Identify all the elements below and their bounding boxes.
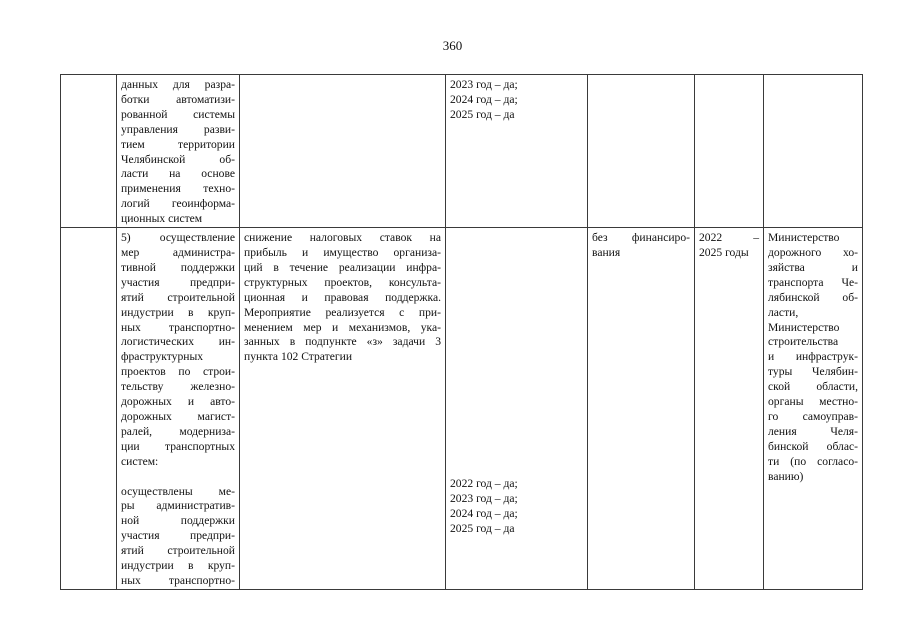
text-line: фраструктурных [121, 350, 204, 364]
text-line: ской области, [768, 380, 858, 394]
text-line: применения техно- [121, 182, 235, 196]
cell-period [695, 228, 764, 590]
financing-text [592, 231, 690, 261]
cell-financing [588, 75, 695, 228]
text-line: логий геоинформа- [121, 197, 235, 211]
text-line: без финансиро- [592, 231, 690, 245]
text-line: управления разви- [121, 122, 235, 136]
text-line: строительства [768, 335, 839, 349]
cell-index [61, 228, 117, 590]
text-line: ванию) [768, 469, 804, 483]
text-line: тельству железно- [121, 380, 235, 394]
text-line: ных транспортно- [121, 574, 235, 587]
text-line: ятий строительной [121, 544, 235, 558]
description-text [244, 231, 441, 365]
text-line: ти (по согласо- [768, 454, 858, 468]
text-line: 2025 год – да [450, 107, 515, 121]
text-line: Министерство [768, 231, 840, 245]
table-row [61, 228, 863, 590]
text-line: 5) осуществление [121, 231, 235, 245]
text-line: ятий строительной [121, 290, 235, 304]
text-line: снижение налоговых ставок на [244, 231, 441, 245]
text-line: рованной системы [121, 107, 235, 121]
text-line: ралей, модерниза- [121, 424, 235, 438]
period-text [699, 231, 759, 261]
text-line: ции транспортных [121, 439, 235, 453]
text-line: органы местно- [768, 395, 858, 409]
cell-index [61, 75, 117, 228]
text-line: 2025 год – да [450, 521, 515, 535]
measure-name-text [121, 231, 235, 470]
text-line: участия предпри- [121, 529, 235, 543]
text-line: систем: [121, 454, 159, 468]
text-line: пункта 102 Стратегии [244, 350, 353, 364]
text-line: данных для разра- [121, 78, 235, 91]
text-line: ботки автоматизи- [121, 92, 235, 106]
text-line: и инфраструк- [768, 350, 858, 364]
text-line: ласти на основе [121, 167, 235, 181]
text-line: Челябинской об- [121, 152, 235, 166]
text-line: Мероприятие реализуется с при- [244, 305, 441, 319]
cell-description [240, 75, 446, 228]
cell-responsible [764, 228, 863, 590]
measure-result-text [121, 485, 235, 589]
text-line: 2024 год – да; [450, 92, 518, 106]
text-line: го самоуправ- [768, 409, 858, 423]
text-line: ционных систем [121, 212, 203, 226]
cell-period [695, 75, 764, 228]
text-line: занных в подпункте «з» задачи 3 [244, 335, 441, 349]
measure-name-text [121, 78, 235, 227]
text-line: транспорта Че- [768, 275, 858, 289]
cell-measure-name [117, 75, 240, 228]
years-text [450, 78, 583, 123]
text-line: зяйства и [768, 260, 858, 274]
text-line: прибыль и имущество организа- [244, 245, 441, 259]
text-line: тием территории [121, 137, 235, 151]
years-text [450, 477, 583, 537]
text-line: ласти, [768, 305, 799, 319]
text-line: дорожных магист- [121, 409, 235, 423]
text-line: тивной поддержки [121, 260, 235, 274]
text-line: ры административ- [121, 499, 235, 513]
text-line: менением мер и механизмов, ука- [244, 320, 441, 334]
cell-responsible [764, 75, 863, 228]
text-line: ной поддержки [121, 514, 235, 528]
text-line: вания [592, 245, 621, 259]
text-line: 2023 год – да; [450, 491, 518, 505]
text-line: ных транспортно- [121, 320, 235, 334]
text-line: 2022 – [699, 231, 759, 245]
responsible-text [768, 231, 858, 484]
text-line: 2023 год – да; [450, 78, 518, 91]
text-line: ления Челя- [768, 424, 858, 438]
page-number: 360 [442, 38, 463, 53]
text-line: дорожного хо- [768, 245, 858, 259]
text-line: проектов по строи- [121, 365, 235, 379]
text-line: индустрии в круп- [121, 559, 235, 573]
text-line: логистических ин- [121, 335, 235, 349]
cell-years [446, 75, 588, 228]
text-line: туры Челябин- [768, 365, 858, 379]
cell-years [446, 228, 588, 590]
text-line: мер администра- [121, 245, 235, 259]
measures-table [60, 74, 863, 590]
table-row [61, 75, 863, 228]
text-line: индустрии в круп- [121, 305, 235, 319]
text-line: лябинской об- [768, 290, 858, 304]
text-line: Министерство [768, 320, 840, 334]
text-line: осуществлены ме- [121, 484, 235, 498]
cell-description [240, 228, 446, 590]
text-line: ционная и правовая поддержка. [244, 290, 441, 304]
text-line: 2024 год – да; [450, 506, 518, 520]
text-line: 2025 годы [699, 245, 749, 259]
text-line: дорожных и авто- [121, 395, 235, 409]
cell-measure-name [117, 228, 240, 590]
text-line: 2022 год – да; [450, 477, 518, 491]
text-line: бинской облас- [768, 439, 858, 453]
text-line: ций в течение реализации инфра- [244, 260, 441, 274]
text-line: структурных проектов, консульта- [244, 275, 441, 289]
cell-financing [588, 228, 695, 590]
text-line: участия предпри- [121, 275, 235, 289]
